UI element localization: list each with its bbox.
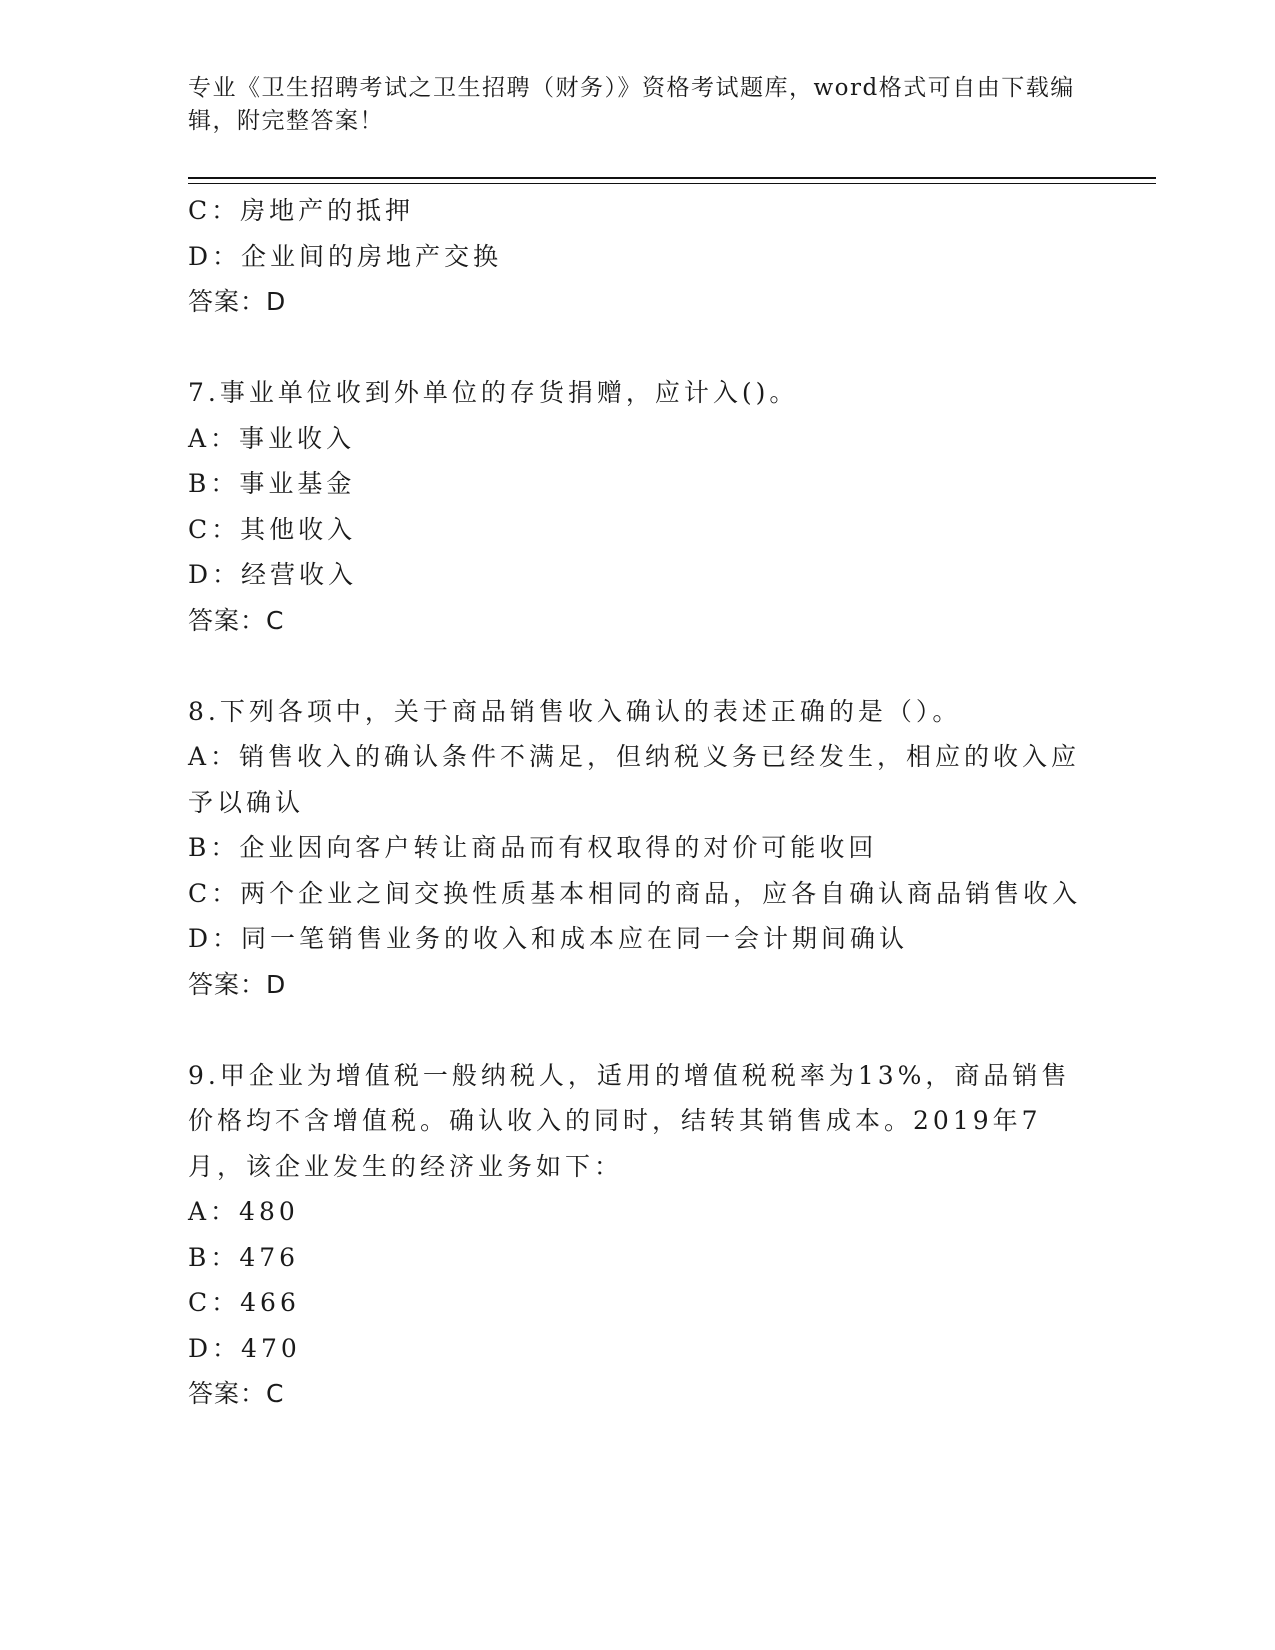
- option-c: C：466: [188, 1288, 300, 1317]
- option-a: A：480: [188, 1197, 299, 1226]
- option-c: C：其他收入: [188, 514, 357, 544]
- answer-line: 答案：C: [188, 605, 285, 635]
- spacer: [188, 1007, 1088, 1053]
- spacer: [188, 643, 1088, 689]
- question-stem: 8.下列各项中，关于商品销售收入确认的表述正确的是（）。: [188, 696, 962, 726]
- option-a: A：销售收入的确认条件不满足，但纳税义务已经发生，相应的收入应予以确认: [188, 742, 1081, 817]
- previous-question-tail: [188, 188, 1088, 325]
- question-stem: 9.甲企业为增值税一般纳税人，适用的增值税税率为13%，商品销售价格均不含增值税。确认收入的同时，结转其销售成本。2019年7月，该企业发生的经济业务如下：: [188, 1060, 1071, 1181]
- question-8: [188, 689, 1088, 1008]
- option-d: D：企业间的房地产交换: [188, 241, 503, 271]
- option-b: B：企业因向客户转让商品而有权取得的对价可能收回: [188, 833, 878, 862]
- header-divider-thick: [188, 177, 1156, 179]
- answer-line: 答案：D: [188, 969, 287, 999]
- option-a: A：事业收入: [188, 423, 356, 453]
- option-d: D：经营收入: [188, 560, 358, 589]
- option-c: C：两个企业之间交换性质基本相同的商品，应各自确认商品销售收入: [188, 878, 1082, 908]
- option-b: B：事业基金: [188, 469, 356, 498]
- option-d: D：470: [188, 1333, 301, 1363]
- question-stem: 7.事业单位收到外单位的存货捐赠，应计入()。: [188, 378, 799, 407]
- answer-line: 答案：C: [188, 1379, 285, 1408]
- question-content: [188, 188, 1088, 1417]
- question-7: [188, 370, 1088, 643]
- question-9: [188, 1053, 1088, 1417]
- option-d: D：同一笔销售业务的收入和成本应在同一会计期间确认: [188, 924, 909, 953]
- answer-line: 答案：D: [188, 287, 287, 316]
- spacer: [188, 325, 1088, 371]
- option-c: C：房地产的抵押: [188, 196, 415, 225]
- option-b: B：476: [188, 1242, 300, 1272]
- header-divider-thin: [188, 183, 1156, 184]
- document-header: 专业《卫生招聘考试之卫生招聘（财务）》资格考试题库，word格式可自由下载编辑，附完整答案！: [188, 75, 1075, 134]
